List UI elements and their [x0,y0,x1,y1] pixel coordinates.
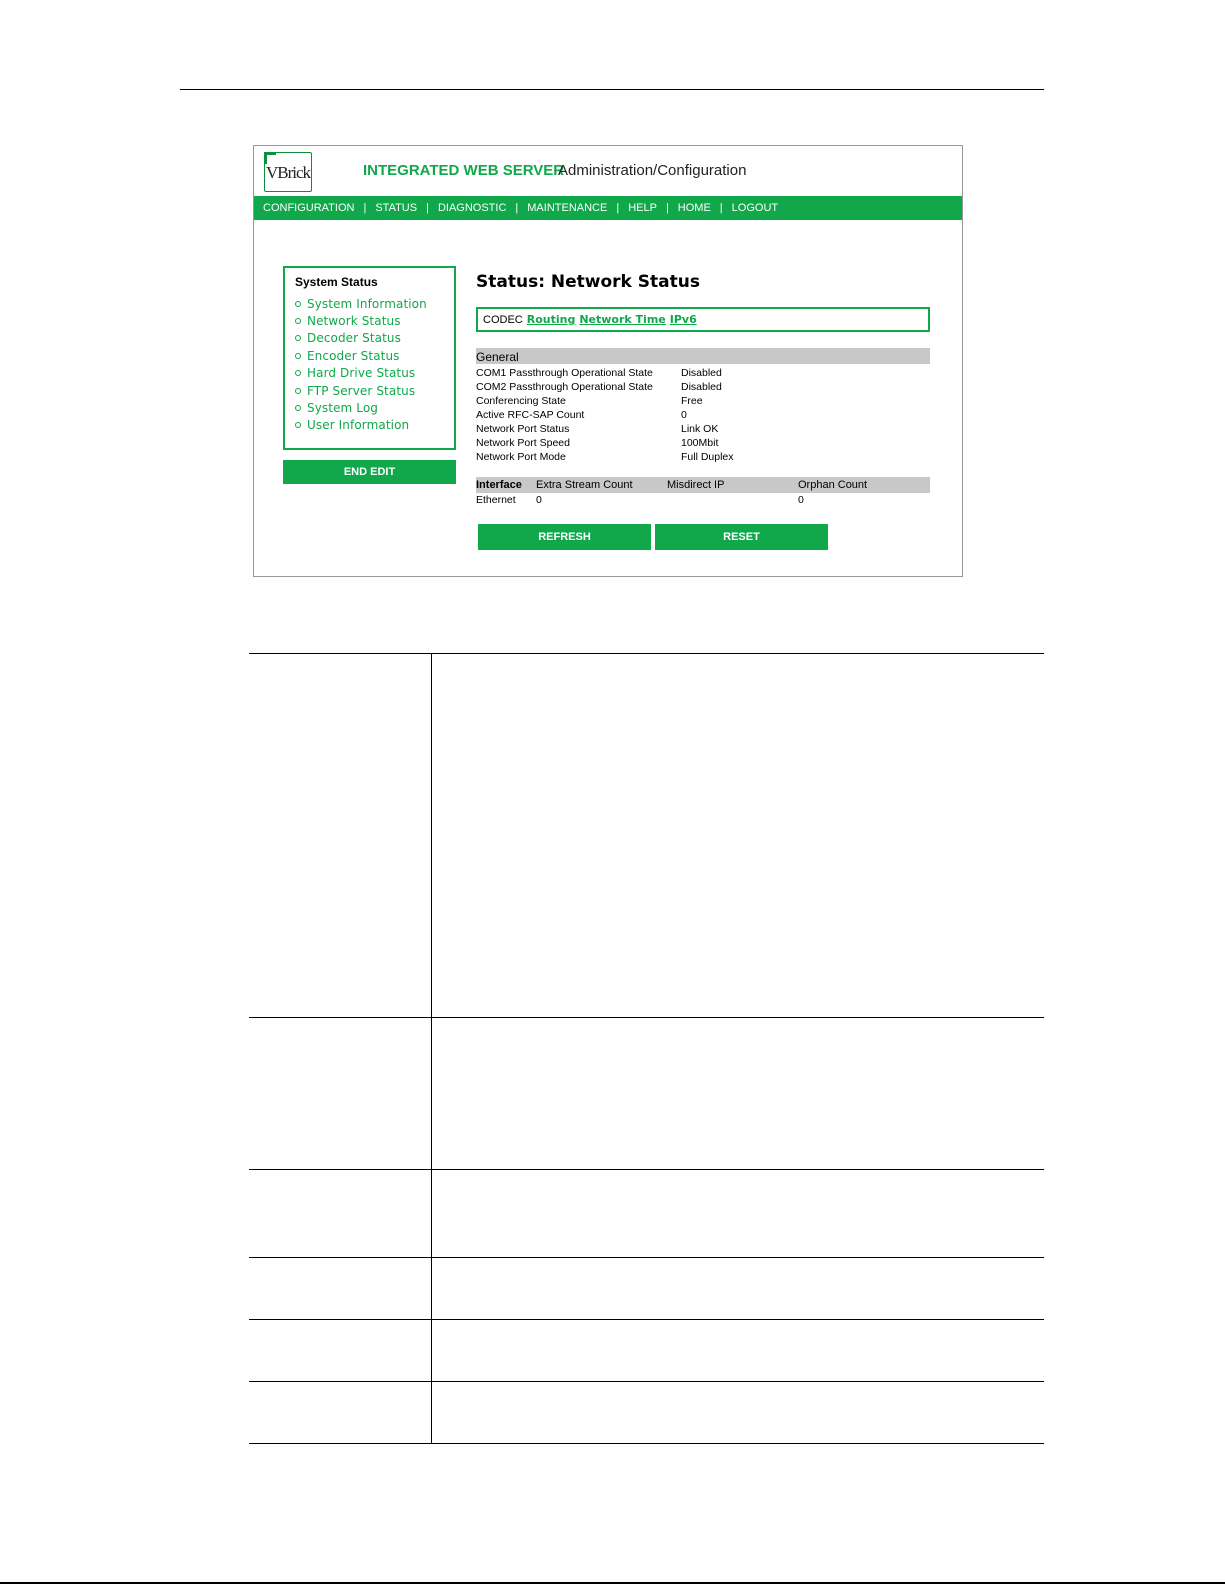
status-row [476,436,930,450]
refresh-button[interactable]: REFRESH [478,524,651,550]
status-label: Network Port Mode [476,451,566,463]
bullet-icon [295,405,301,411]
status-value: Full Duplex [681,451,734,463]
status-row [476,380,930,394]
nav-home[interactable]: HOME [677,202,711,214]
sidebar-item-system-information[interactable] [295,295,454,312]
logo-text: VBrick [265,163,311,182]
sidebar-item-label: Hard Drive Status [307,366,416,381]
general-section-header: General [476,348,930,364]
nav-separator: | [515,202,519,214]
table-row [476,494,930,506]
sidebar-item-label: Decoder Status [307,331,401,346]
bullet-icon [295,370,301,376]
footer-rule [0,1582,1225,1584]
status-label: Network Port Status [476,423,570,435]
status-value: Free [681,395,703,407]
bullet-icon [295,422,301,428]
cell-interface: Ethernet [476,494,516,506]
status-tabs [476,307,930,332]
nav-separator: | [426,202,429,214]
web-server-screenshot [253,145,963,577]
tab-codec: CODEC [483,313,523,326]
system-status-sidebar [283,266,456,450]
app-title: INTEGRATED WEB SERVER [363,162,565,179]
sidebar-item-encoder-status[interactable] [295,347,454,364]
status-label: Conferencing State [476,395,566,407]
general-status-list [476,366,930,464]
column-divider [431,1018,432,1169]
status-value: Disabled [681,381,722,393]
nav-separator: | [616,202,620,214]
sidebar-item-ftp-server-status[interactable] [295,382,454,399]
status-row [476,450,930,464]
sidebar-item-system-log[interactable] [295,399,454,416]
table-row [249,1319,1044,1381]
status-value: Disabled [681,367,722,379]
status-row [476,394,930,408]
reset-button[interactable]: RESET [655,524,828,550]
column-divider [431,1170,432,1257]
column-header-extra-stream-count: Extra Stream Count [536,479,633,491]
column-divider [431,1382,432,1443]
status-value: 100Mbit [681,437,719,449]
cell-extra-stream-count: 0 [536,494,542,506]
tab-ipv6[interactable]: IPv6 [669,313,697,326]
status-row [476,422,930,436]
sidebar-title: System Status [295,275,378,289]
cell-misdirect-ip [667,494,798,506]
nav-separator: | [665,202,669,214]
logo-corner-icon [264,152,276,164]
sidebar-item-label: Encoder Status [307,348,400,363]
nav-status[interactable]: STATUS [375,202,418,214]
column-divider [431,654,432,1017]
column-divider [431,1320,432,1381]
sidebar-item-decoder-status[interactable] [295,330,454,347]
sidebar-item-label: System Log [307,401,378,416]
page-title: Status: Network Status [476,272,700,292]
nav-logout[interactable]: LOGOUT [731,202,779,214]
tab-routing[interactable]: Routing [526,313,576,326]
sidebar-item-network-status[interactable] [295,312,454,329]
nav-configuration[interactable]: CONFIGURATION [263,202,355,214]
bullet-icon [295,318,301,324]
sidebar-item-user-information[interactable] [295,417,454,434]
nav-diagnostic[interactable]: DIAGNOSTIC [437,202,507,214]
status-row [476,366,930,380]
column-header-orphan-count: Orphan Count [798,479,868,491]
sidebar-item-label: User Information [307,418,410,433]
nav-separator: | [719,202,723,214]
status-label: Network Port Speed [476,437,570,449]
top-nav-bar [254,196,962,220]
nav-separator: | [363,202,367,214]
app-subtitle: Administration/Configuration [558,162,747,179]
bullet-icon [295,335,301,341]
cell-orphan-count: 0 [798,494,804,506]
table-bottom-rule [249,1443,1044,1444]
sidebar-item-hard-drive-status[interactable] [295,365,454,382]
interface-table-header [476,477,930,493]
table-row [249,653,1044,1017]
status-label: COM2 Passthrough Operational State [476,381,653,393]
bullet-icon [295,388,301,394]
nav-help[interactable]: HELP [628,202,657,214]
column-header-interface: Interface [476,479,522,491]
status-value: 0 [681,409,687,421]
column-header-misdirect-ip: Misdirect IP [667,479,725,491]
status-label: Active RFC-SAP Count [476,409,585,421]
sidebar-item-label: System Information [307,296,427,311]
bullet-icon [295,301,301,307]
sidebar-item-label: Network Status [307,314,401,329]
column-divider [431,1258,432,1319]
status-value: Link OK [681,423,719,435]
table-row [249,1169,1044,1257]
nav-maintenance[interactable]: MAINTENANCE [527,202,608,214]
status-row [476,408,930,422]
table-row [249,1017,1044,1169]
header-rule [180,89,1044,90]
end-edit-button[interactable]: END EDIT [283,460,456,484]
table-row [249,1381,1044,1443]
sidebar-item-label: FTP Server Status [307,383,416,398]
status-label: COM1 Passthrough Operational State [476,367,653,379]
table-row [249,1257,1044,1319]
tab-network-time[interactable]: Network Time [579,313,666,326]
bullet-icon [295,353,301,359]
